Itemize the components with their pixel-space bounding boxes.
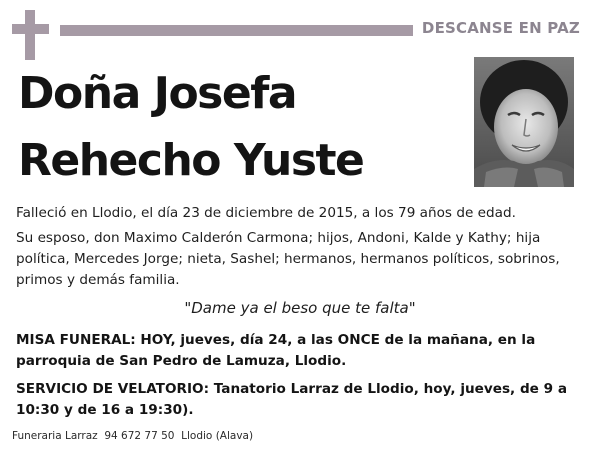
cross-horizontal-bar bbox=[12, 24, 49, 34]
funeral-home-footer: Funeraria Larraz 94 672 77 50 Llodio (Alava) bbox=[12, 430, 254, 442]
family-list: Su esposo, don Maximo Calderón Carmona; hijos, Andoni, Kalde y Kathy; hija política, Mercedes Jorge; nieta, Sashel; hermanos, hermanos políticos, sobrinos, primos y demás familia. bbox=[16, 230, 560, 288]
header-rule bbox=[60, 25, 413, 36]
deceased-name-line-1: Doña Josefa bbox=[18, 68, 297, 119]
deceased-name-line-2: Rehecho Yuste bbox=[18, 135, 364, 186]
cross-vertical-bar bbox=[25, 10, 35, 60]
funeral-mass-info: MISA FUNERAL: HOY, jueves, día 24, a las ONCE de la mañana, en la parroquia de San Pedro de Lamuza, Llodio. bbox=[16, 332, 536, 369]
portrait-photo bbox=[474, 57, 574, 187]
memorial-quote: "Dame ya el beso que te falta" bbox=[184, 299, 416, 317]
wake-service-info: SERVICIO DE VELATORIO: Tanatorio Larraz de Llodio, hoy, jueves, de 9 a 10:30 y de 16 a 19:30). bbox=[16, 381, 567, 418]
death-announcement: Falleció en Llodio, el día 23 de diciembre de 2015, a los 79 años de edad. bbox=[16, 205, 516, 221]
banner-text: DESCANSE EN PAZ bbox=[421, 19, 580, 37]
